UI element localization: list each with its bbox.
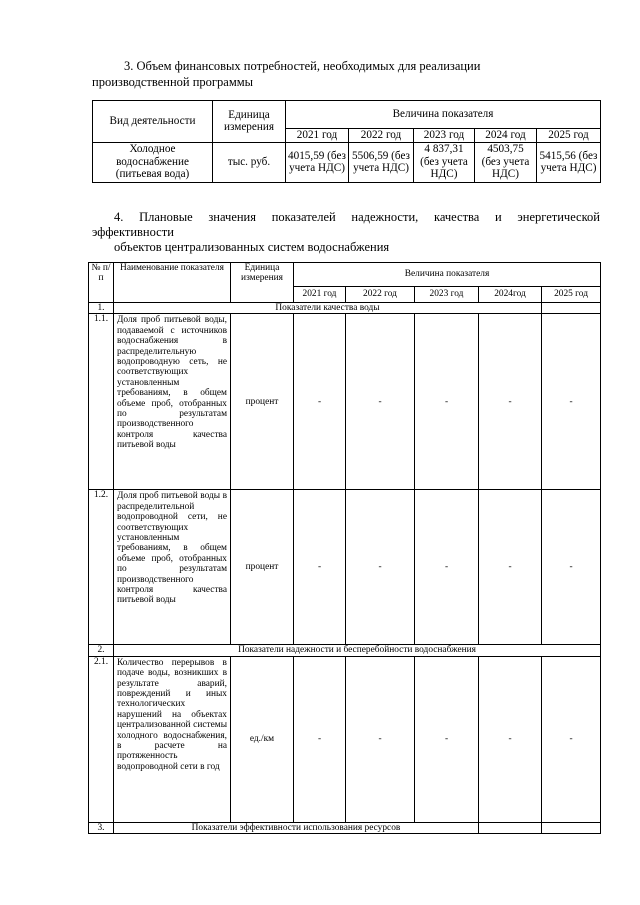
row-value: - (294, 490, 346, 645)
activity-cell: Холодное водоснабжение (питьевая вода) (93, 142, 213, 182)
row-value: - (479, 656, 542, 822)
financial-needs-table (92, 100, 601, 183)
header-year: 2021 год (286, 129, 349, 143)
header-unit: Единица измерения (231, 263, 294, 303)
row-value: - (294, 314, 346, 490)
row-value: - (346, 490, 415, 645)
header-year: 2025 год (542, 287, 601, 303)
section-4-heading-line2: эффективности (92, 225, 174, 239)
section-title: Показатели качества воды (114, 303, 542, 314)
header-year: 2022 год (346, 287, 415, 303)
header-value: Величина показателя (286, 101, 601, 129)
header-year: 2024год (479, 287, 542, 303)
row-value: - (542, 656, 601, 822)
table-row (89, 314, 601, 490)
section-title: Показатели эффективности использования ресурсов (114, 822, 479, 833)
section-num: 3. (89, 822, 114, 833)
row-value: - (346, 656, 415, 822)
header-year: 2025 год (537, 129, 601, 143)
row-value: - (479, 490, 542, 645)
value-cell: 5415,56 (без учета НДС) (537, 142, 601, 182)
row-value: - (415, 656, 479, 822)
section-3-heading (92, 58, 600, 90)
row-name: Доля проб питьевой воды, подаваемой с источников водоснабжения в распределительную водопроводную сеть, не соответствующих установленным требованиям, в общем объеме проб, отобранных по результатам производственного контроля качества питьевой воды (114, 314, 231, 490)
table-row (89, 490, 601, 645)
value-cell: 4 837,31 (без учета НДС) (414, 142, 475, 182)
header-value: Величина показателя (294, 263, 601, 287)
section-row (89, 303, 601, 314)
header-year: 2024 год (475, 129, 537, 143)
row-value: - (479, 314, 542, 490)
row-num: 1.1. (89, 314, 114, 490)
row-name: Количество перерывов в подаче воды, возникших в результате аварий, повреждений и иных технологических нарушений на объектах централизованной системы холодного водоснабжения, в расчете на протяженность водопроводной сети в год (114, 656, 231, 822)
section-row (89, 645, 601, 656)
table-row (93, 142, 601, 182)
row-name: Доля проб питьевой воды в распределительной водопроводной сети, не соответствующих установленным требованиям, в общем объеме проб, отобранных по результатам производственного контроля качества питьевой воды (114, 490, 231, 645)
header-unit: Единица измерения (213, 101, 286, 143)
row-unit: процент (231, 314, 294, 490)
indicators-table (88, 262, 601, 834)
row-value: - (542, 490, 601, 645)
header-year: 2021 год (294, 287, 346, 303)
row-value: - (415, 490, 479, 645)
header-year: 2023 год (414, 129, 475, 143)
unit-cell: тыс. руб. (213, 142, 286, 182)
section-4-heading (92, 210, 600, 255)
row-value: - (542, 314, 601, 490)
value-cell: 4015,59 (без учета НДС) (286, 142, 349, 182)
row-value: - (415, 314, 479, 490)
section-row (89, 822, 601, 833)
header-activity: Вид деятельности (93, 101, 213, 143)
section-num: 2. (89, 645, 114, 656)
row-num: 2.1. (89, 656, 114, 822)
row-value: - (346, 314, 415, 490)
section-4-heading-line3: объектов централизованных систем водоснабжения (114, 240, 390, 254)
value-cell: 5506,59 (без учета НДС) (349, 142, 414, 182)
section-num: 1. (89, 303, 114, 314)
section-3-heading-line1: 3. Объем финансовых потребностей, необходимых для реализации (124, 59, 481, 73)
section-4-heading-line1: 4. Плановые значения показателей надежности, качества и энергетической (114, 210, 600, 224)
row-value: - (294, 656, 346, 822)
row-unit: процент (231, 490, 294, 645)
value-cell: 4503,75 (без учета НДС) (475, 142, 537, 182)
header-year: 2023 год (415, 287, 479, 303)
table-row (89, 656, 601, 822)
header-year: 2022 год (349, 129, 414, 143)
row-num: 1.2. (89, 490, 114, 645)
section-title: Показатели надежности и бесперебойности водоснабжения (114, 645, 601, 656)
section-3-heading-line2: производственной программы (92, 75, 254, 89)
row-unit: ед./км (231, 656, 294, 822)
header-num: № п/п (89, 263, 114, 303)
header-name: Наименование показателя (114, 263, 231, 303)
